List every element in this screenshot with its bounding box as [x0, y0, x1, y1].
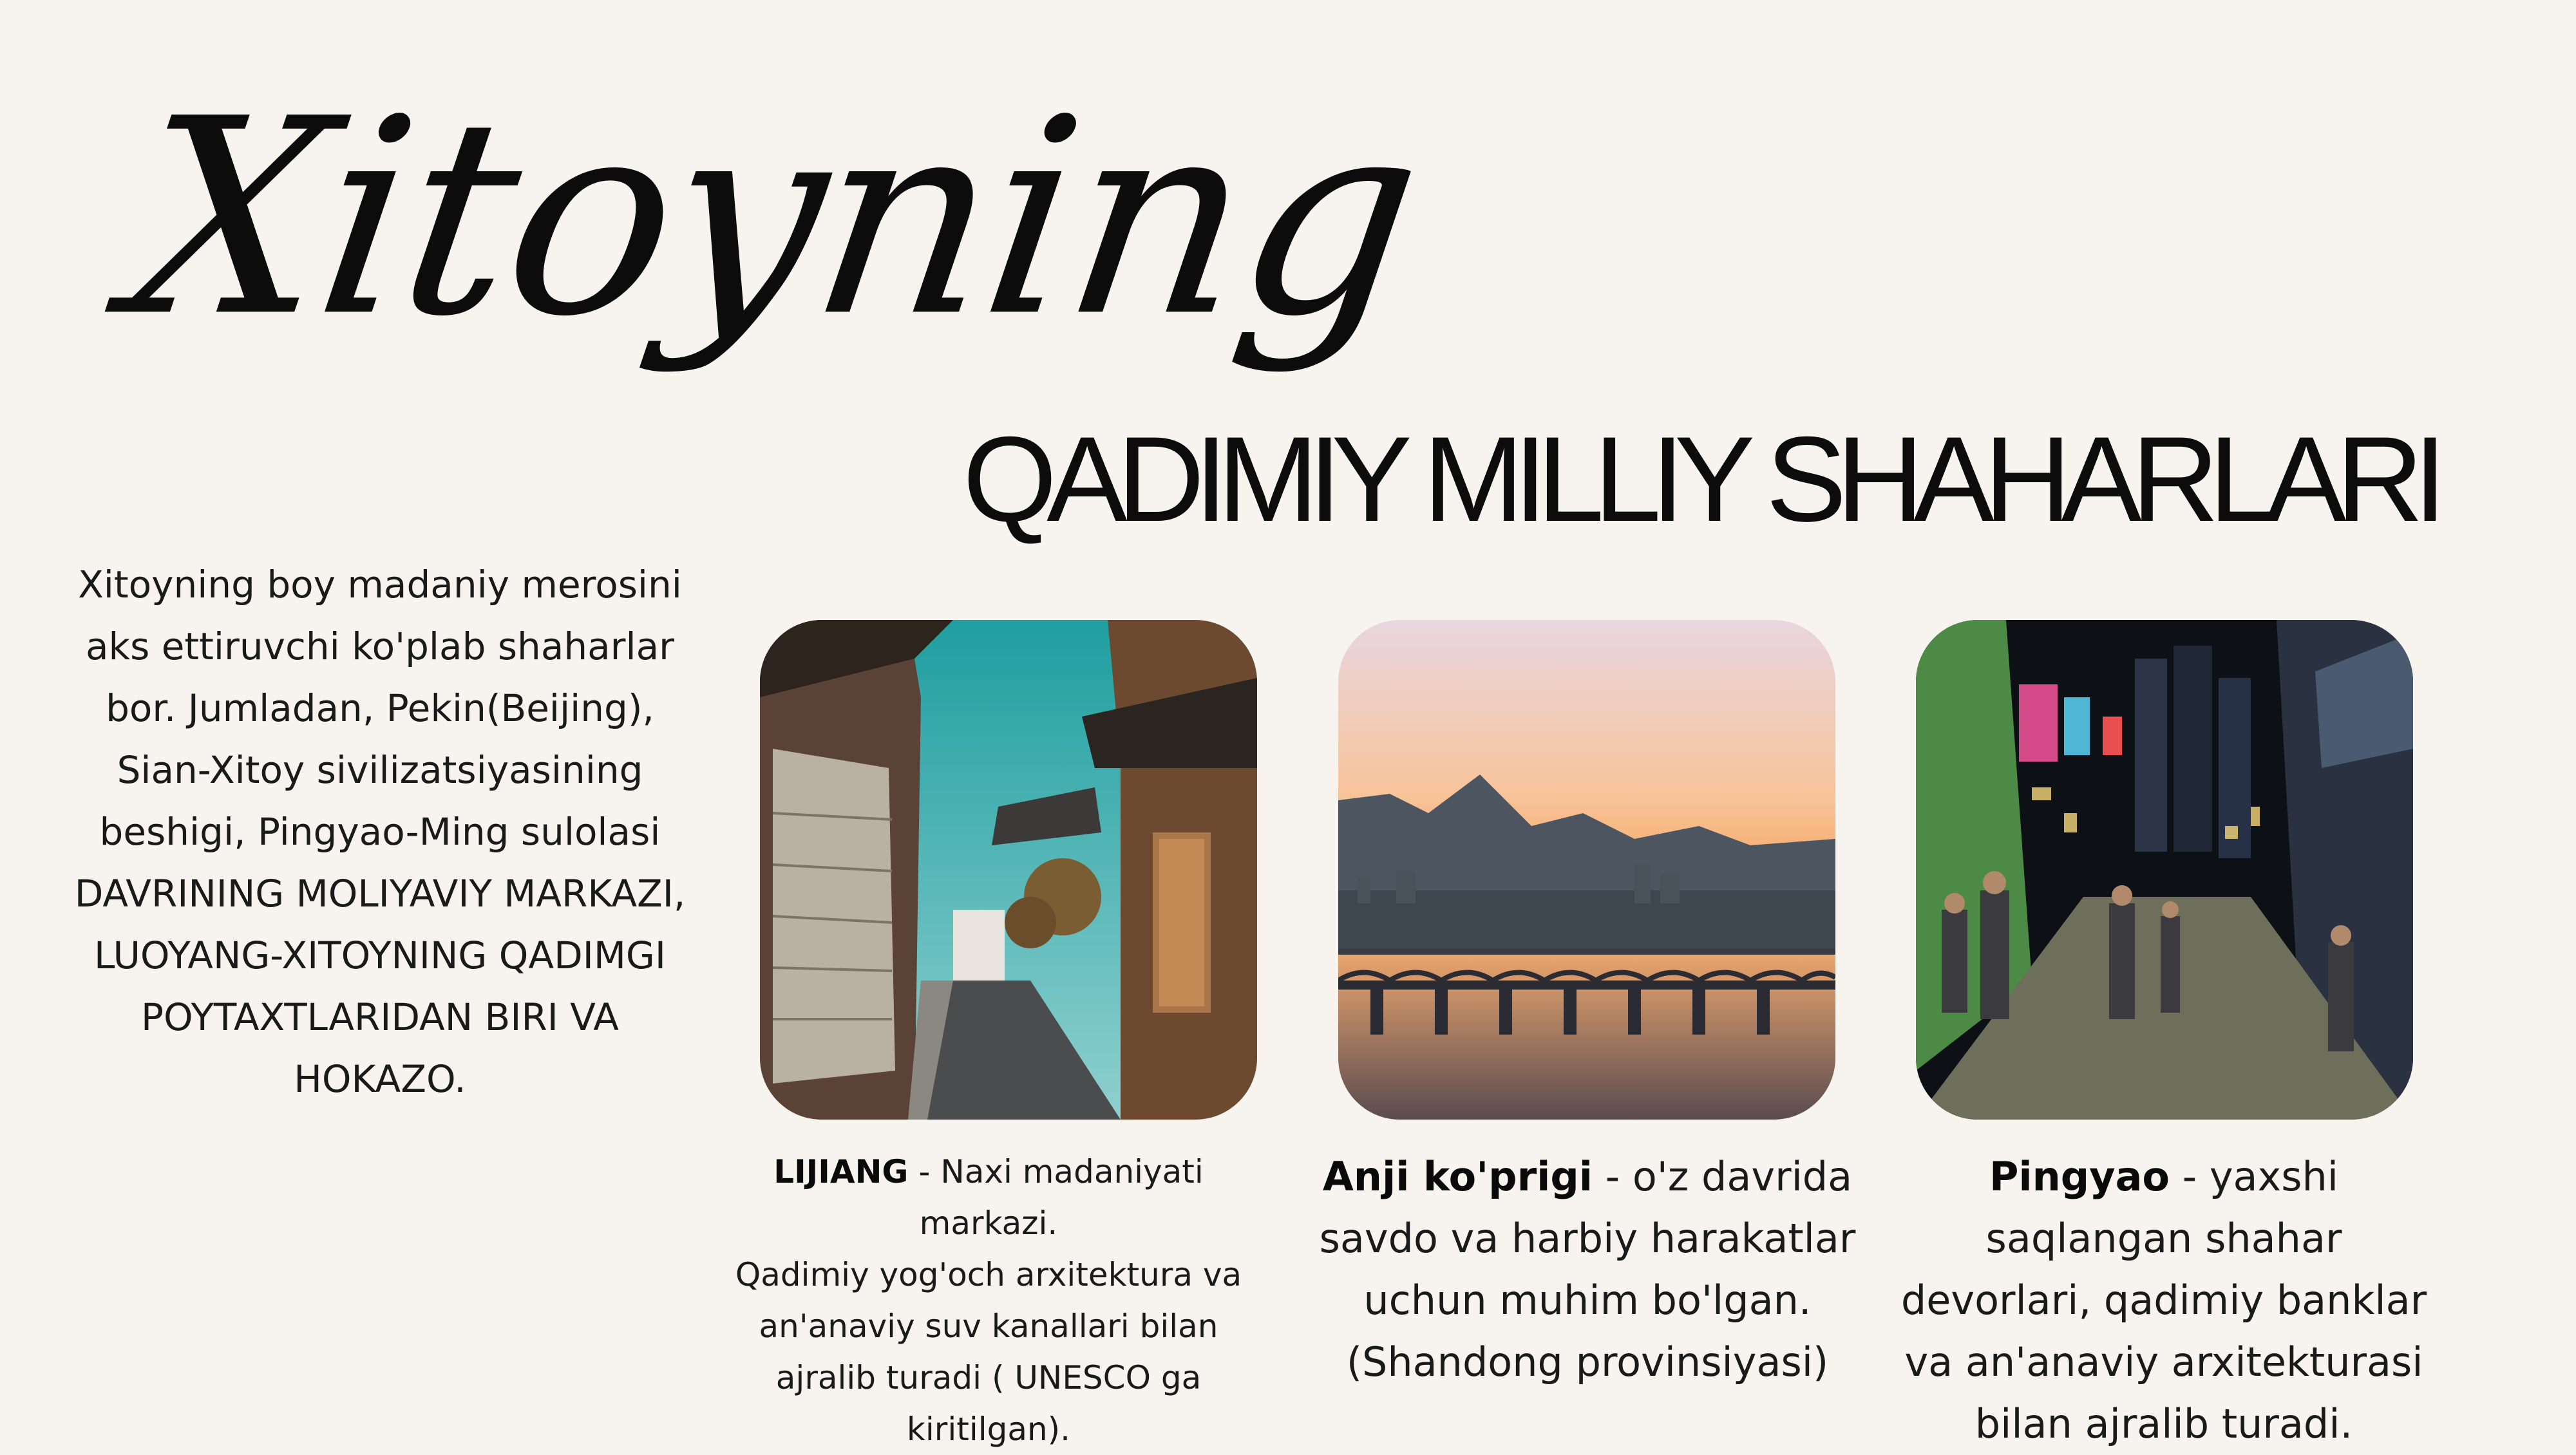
lijiang-description-line1: - Naxi madaniyati markazi.: [908, 1153, 1204, 1242]
anji-bridge-photo: [1338, 620, 1835, 1120]
intro-text-caps: DAVRINING MOLIYAVIY MARKAZI, LUOYANG-XITOYNING QADIMGI POYTAXTLARIDAN BIRI VA HOKAZO.: [74, 872, 686, 1101]
pingyao-photo: [1916, 620, 2413, 1120]
anji-caption: [1314, 1146, 1861, 1393]
anji-name: Anji ko'prigi: [1322, 1153, 1593, 1200]
intro-text: Xitoyning boy madaniy merosini aks ettiruvchi ko'plab shaharlar bor. Jumladan, Pekin(Beijing), Sian-Xitoy sivilizatsiyasining beshigi, Pingyao-Ming sulolasi: [78, 563, 682, 854]
lijiang-description-line2: Qadimiy yog'och arxitektura va an'anaviy suv kanallari bilan ajralib turadi ( UNESCO ga kiritilgan).: [735, 1256, 1242, 1448]
lijiang-name: LIJIANG: [773, 1153, 909, 1190]
intro-paragraph: [64, 554, 696, 1110]
lijiang-caption: [728, 1146, 1249, 1455]
pingyao-name: Pingyao: [1989, 1153, 2170, 1200]
pingyao-caption: [1887, 1146, 2441, 1455]
lijiang-photo: [760, 620, 1257, 1120]
script-title: Xitoyning: [113, 61, 1434, 376]
pingyao-description: - yaxshi saqlangan shahar devorlari, qadimiy banklar va an'anaviy arxitekturasi bilan ajralib turadi.: [1900, 1153, 2427, 1447]
anji-description: - o'z davrida savdo va harbiy harakatlar uchun muhim bo'lgan. (Shandong provinsiyasi): [1319, 1153, 1856, 1385]
main-title: QADIMIY MILLIY SHAHARLARI: [963, 411, 2437, 547]
